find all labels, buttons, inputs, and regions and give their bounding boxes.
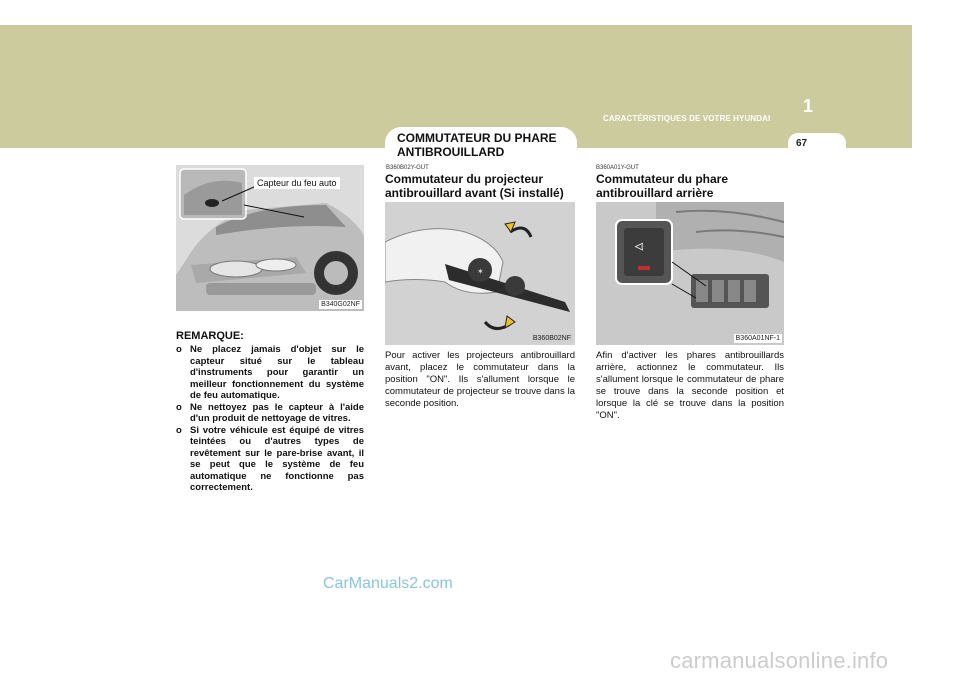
remark-item: o Si votre véhicule est équipé de vitres teintées ou d'autres types de revêtement sur le pare-brise avant, il se peut que le système de feu automatique ne fonctionne pas correctement. — [176, 424, 364, 493]
bullet: o — [176, 344, 182, 355]
svg-text:✶: ✶ — [477, 267, 484, 276]
dashboard-switch-illustration — [596, 202, 784, 345]
remark-item: o Ne nettoyez pas le capteur à l'aide d'un produit de nettoyage de vitres. — [176, 401, 364, 424]
remark-title: REMARQUE: — [176, 330, 244, 342]
figure-code: B340G02NF — [321, 301, 360, 308]
page-number: 67 — [796, 138, 808, 149]
section-code: B360B02Y-GUT — [386, 165, 429, 171]
svg-text:⏿: ⏿ — [634, 238, 644, 254]
front-fog-body: Pour activer les projecteurs antibrouillard avant, placez le commutateur dans la position "ON". Ils s'allument lorsque le commutateur de projecteur se trouve dans la seconde position. — [385, 350, 575, 409]
section-code: B360A01Y-GUT — [596, 165, 639, 171]
watermark-text: carmanualsonline.info — [670, 648, 889, 673]
hand-on-stalk-illustration — [385, 202, 575, 345]
front-fog-heading: Commutateur du projecteur antibrouillard avant (Si installé) — [385, 172, 564, 200]
remark-list — [176, 344, 364, 494]
remark-item: o Ne placez jamais d'objet sur le capteur situé sur le tableau d'instruments pour garantir un meilleur fonctionnement du système de feu automatique. — [176, 344, 364, 401]
section-title: COMMUTATEUR DU PHARE ANTIBROUILLARD — [397, 131, 557, 159]
figure-code: B360B02NF — [532, 335, 571, 342]
sensor-callout-label: Capteur du feu auto — [254, 177, 340, 189]
rear-fog-switch-figure — [596, 202, 784, 345]
rear-fog-body: Afin d'activer les phares antibrouillards arrière, actionnez le commutateur. Ils s'allument lorsque le commutateur de phare se trouve dans la seconde position et lorsque la clé se trouve dans la position "ON". — [596, 350, 784, 421]
front-fog-switch-figure — [385, 202, 575, 345]
bullet: o — [176, 424, 182, 436]
figure-code: B360A01NF-1 — [735, 335, 780, 342]
watermark-link[interactable]: CarManuals2.com — [323, 575, 453, 592]
rear-fog-heading: Commutateur du phare antibrouillard arrière — [596, 172, 729, 200]
chapter-title: CARACTÉRISTIQUES DE VOTRE HYUNDAI — [603, 114, 771, 123]
bullet: o — [176, 401, 182, 413]
chapter-number: 1 — [803, 96, 814, 116]
